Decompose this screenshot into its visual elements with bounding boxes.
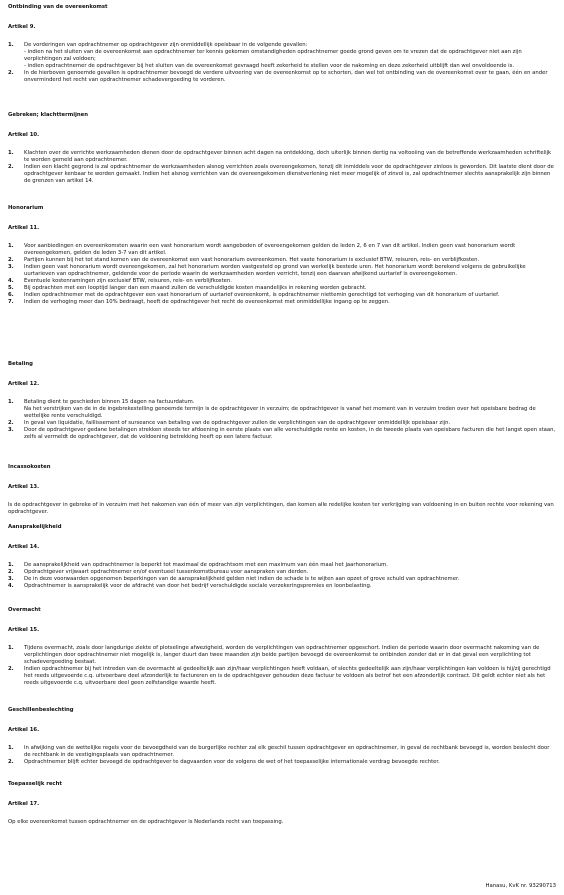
article-heading: Artikel 14. [8, 544, 40, 550]
item-number: 1. [8, 150, 14, 156]
article-heading: Artikel 13. [8, 484, 40, 490]
list-item [8, 70, 556, 84]
footer-company-info: Hanasu, KvK nr. 93290713 [485, 883, 556, 889]
list-item [8, 569, 556, 576]
section-betaling [8, 361, 556, 441]
section-toepasselijk-recht [8, 781, 556, 826]
list-item [8, 576, 556, 583]
list-item [8, 264, 556, 278]
item-text: Door de opdrachtgever gedane betalingen strekken steeds ter afdoening in eerste plaats van alle verschuldigde rente en kosten, in de tweede plaats van opeisbare facturen die het langst open staan, zelfs al vermeldt de opdrachtgever, dat de voldoening betrekking heeft op een latere factuur. [24, 427, 556, 440]
article-heading: Artikel 17. [8, 801, 40, 807]
section-heading: Betaling [8, 361, 33, 367]
item-text: Klachten over de verrichte werkzaamheden dienen door de opdrachtgever binnen acht dagen na ontdekking, doch uiterlijk binnen dertig na voltooiing van de betreffende werkzaamheden schriftelijk te worden gemeld aan opdrachtnemer. [24, 150, 552, 163]
list-item [8, 299, 556, 306]
article-heading: Artikel 12. [8, 381, 40, 387]
item-number: 1. [8, 243, 14, 249]
item-text: Indien opdrachtnemer met de opdrachtgever een vast honorarium of uurtarief overeenkomt, is opdrachtnemer niettemin gerechtigd tot verhoging van dit honorarium of uurtarief. [24, 292, 500, 298]
item-number: 2. [8, 257, 14, 263]
list-item [8, 278, 556, 285]
item-number: 2. [8, 70, 14, 76]
list-item [8, 292, 556, 299]
list-item [8, 645, 556, 666]
item-number: 1. [8, 42, 14, 48]
section-incassokosten [8, 464, 556, 516]
item-text: Opdrachtgever vrijwaart opdrachtnemer en/of eventueel tussenkomstbureau voor aanspraken van derden. [24, 569, 309, 575]
section-heading: Overmacht [8, 607, 41, 613]
article-heading: Artikel 9. [8, 24, 36, 30]
item-text: Opdrachtnemer is aansprakelijk voor de afdracht van door het bedrijf verschuldigde sociale verzekeringspremies en loonbelasting. [24, 583, 372, 589]
item-number: 1. [8, 745, 14, 751]
section-aansprakelijkheid [8, 524, 556, 590]
item-number: 6. [8, 292, 14, 298]
item-number: 3. [8, 427, 14, 433]
item-number: 1. [8, 399, 14, 405]
article-heading: Artikel 11. [8, 225, 40, 231]
list-item [8, 164, 556, 185]
item-text: De vorderingen van opdrachtnemer op opdrachtgever zijn onmiddellijk opeisbaar in de volgende gevallen: - indien na het sluiten van de overeenkomst aan opdrachtnemer ter kennis gekomen omstandigheden opdrachtnemer goede grond geven om te vrezen dat de opdrachtgever niet aan zijn verplichtingen zal voldoen; - indien opdrachtnemer de opdrachtgever bij het sluiten van de overeenkomst gevraagd heeft zekerheid te stellen voor de nakoming en deze zekerheid uitblijft dan wel onvoldoende is. [24, 42, 522, 69]
section-gebreken [8, 112, 556, 185]
item-number: 2. [8, 759, 14, 765]
section-geschillenbeslechting [8, 707, 556, 766]
item-text: Opdrachtnemer blijft echter bevoegd de opdrachtgever te dagvaarden voor de volgens de wet of het toepasselijke internationale verdrag bevoegde rechter. [24, 759, 440, 765]
item-number: 2. [8, 420, 14, 426]
section-overmacht [8, 607, 556, 687]
item-text: De aansprakelijkheid van opdrachtnemer is beperkt tot maximaal de opdrachtsom met een maximum van één maal het jaarhonorarium. [24, 562, 388, 568]
item-text: In geval van liquidatie, faillissement of surseance van betaling van de opdrachtgever zullen de verplichtingen van de opdrachtgever onmiddellijk opeisbaar zijn. [24, 420, 451, 426]
item-text: Indien de verhoging meer dan 10% bedraagt, heeft de opdrachtgever het recht de overeenkomst met onmiddellijke ingang op te zeggen. [24, 299, 390, 305]
section-ontbinding [8, 4, 556, 84]
item-number: 1. [8, 645, 14, 651]
item-text: Tijdens overmacht, zoals door langdurige ziekte of plotselinge afwezigheid, worden de verplichtingen van opdrachtnemer opgeschort. Indien de periode waarin door overmacht nakoming van de verplichtingen door opdrachtnemer niet mogelijk is, langer duurt dan twee maanden zijn beide partijen bevoegd de overeenkomst te ontbinden zonder dat er in dat geval een verplichting tot schadevergoeding bestaat. [24, 645, 540, 665]
list-item [8, 666, 556, 687]
list-item [8, 243, 556, 257]
item-number: 2. [8, 164, 14, 170]
item-text: Bij opdrachten met een looptijd langer dan een maand zullen de verschuldigde kosten maandelijks in rekening worden gebracht. [24, 285, 367, 291]
list-item [8, 285, 556, 292]
article-heading: Artikel 15. [8, 627, 40, 633]
section-heading: Gebreken; klachttermijnen [8, 112, 89, 118]
section-heading: Aansprakelijkheid [8, 524, 62, 530]
item-text: Voor aanbiedingen en overeenkomsten waarin een vast honorarium wordt aangeboden of overeengekomen gelden de leden 2, 6 en 7 van dit artikel. Indien geen vast honorarium wordt overeengekomen, gelden de leden 3-7 van dit artikel. [24, 243, 516, 256]
item-text: Eventuele kostenramingen zijn exclusief BTW, reisuren, reis- en verblijfkosten. [24, 278, 232, 284]
list-item [8, 257, 556, 264]
section-heading: Honorarium [8, 205, 44, 211]
section-honorarium [8, 205, 556, 306]
list-item [8, 427, 556, 441]
item-text: De in deze voorwaarden opgenomen beperkingen van de aansprakelijkheid gelden niet indien de schade is te wijten aan opzet of grove schuld van opdrachtnemer. [24, 576, 460, 582]
article-heading: Artikel 10. [8, 132, 40, 138]
section-heading: Ontbinding van de overeenkomst [8, 4, 108, 10]
section-heading: Geschillenbeslechting [8, 707, 74, 713]
item-number: 3. [8, 264, 14, 270]
item-text: In de hierboven genoemde gevallen is opdrachtnemer bevoegd de verdere uitvoering van de overeenkomst op te schorten, dan wel tot ontbinding van de overeenkomst over te gaan, één en ander onverminderd het recht van opdrachtnemer schadevergoeding te vorderen. [24, 70, 548, 83]
item-text: Indien geen vast honorarium wordt overeengekomen, zal het honorarium worden vastgesteld op grond van werkelijk bestede uren. Het honorarium wordt berekend volgens de gebruikelijke uurtarieven van opdrachtnemer, geldende voor de periode waarin de werkzaamheden worden verricht, tenzij een daarvan afwijkend uurtarief is overeengekomen. [24, 264, 526, 277]
list-item [8, 562, 556, 569]
item-number: 4. [8, 583, 14, 589]
list-item [8, 583, 556, 590]
item-number: 2. [8, 569, 14, 575]
item-text: Indien een klacht gegrond is zal opdrachtnemer de werkzaamheden alsnog verrichten zoals overeengekomen, tenzij dit inmiddels voor de opdrachtgever zinloos is geworden. Dit laatste dient door de opdrachtgever kenbaar te worden gemaakt. Indien het alsnog verrichten van de overeengekomen dienstverlening niet meer mogelijk of zinvol is, zal opdrachtnemer slechts aansprakelijk zijn binnen de grenzen van artikel 14. [24, 164, 554, 184]
item-number: 2. [8, 666, 14, 672]
item-text: Indien opdrachtnemer bij het intreden van de overmacht al gedeeltelijk aan zijn/haar verplichtingen heeft voldaan, of slechts gedeeltelijk aan zijn/haar verplichtingen kan voldoen is hij/zij gerechtigd het reeds uitgevoerde c.q. uitvoerbare deel afzonderlijk te factureren en is de opdrachtgever gehouden deze factuur te voldoen als betrof het een afzonderlijk contract. Dit geldt echter niet als het reeds uitgevoerde c.q. uitvoerbare deel geen zelfstandige waarde heeft. [24, 666, 551, 686]
list-item [8, 399, 556, 420]
list-item [8, 42, 556, 70]
article-paragraph: Is de opdrachtgever in gebreke of in verzuim met het nakomen van één of meer van zijn verplichtingen, dan komen alle redelijke kosten ter verkrijging van voldoening in en buiten rechte voor rekening van opdrachtgever. [8, 502, 554, 515]
article-heading: Artikel 16. [8, 727, 40, 733]
item-number: 4. [8, 278, 14, 284]
item-number: 7. [8, 299, 14, 305]
list-item [8, 745, 556, 759]
section-heading: Toepasselijk recht [8, 781, 62, 787]
item-number: 3. [8, 576, 14, 582]
article-paragraph: Op elke overeenkomst tussen opdrachtnemer en de opdrachtgever is Nederlands recht van toepassing. [8, 819, 284, 825]
list-item [8, 420, 556, 427]
item-text: Partijen kunnen bij het tot stand komen van de overeenkomst een vast honorarium overeenkomen. Het vaste honorarium is exclusief BTW, reisuren, reis- en verblijfkosten. [24, 257, 480, 263]
item-text: In afwijking van de wettelijke regels voor de bevoegdheid van de burgerlijke rechter zal elk geschil tussen opdrachtgever en opdrachtnemer, in geval de rechtbank bevoegd is, worden beslecht door de rechtbank in de vestigingsplaats van opdrachtnemer. [24, 745, 550, 758]
item-text: Betaling dient te geschieden binnen 15 dagen na factuurdatum. Na het verstrijken van de in de ingebrekestelling genoemde termijn is de opdrachtgever in verzuim; de opdrachtgever is vanaf het moment van in verzuim treden over het opeisbare bedrag de wettelijke rente verschuldigd. [24, 399, 536, 419]
list-item [8, 759, 556, 766]
section-heading: Incassokosten [8, 464, 51, 470]
list-item [8, 150, 556, 164]
item-number: 5. [8, 285, 14, 291]
item-number: 1. [8, 562, 14, 568]
